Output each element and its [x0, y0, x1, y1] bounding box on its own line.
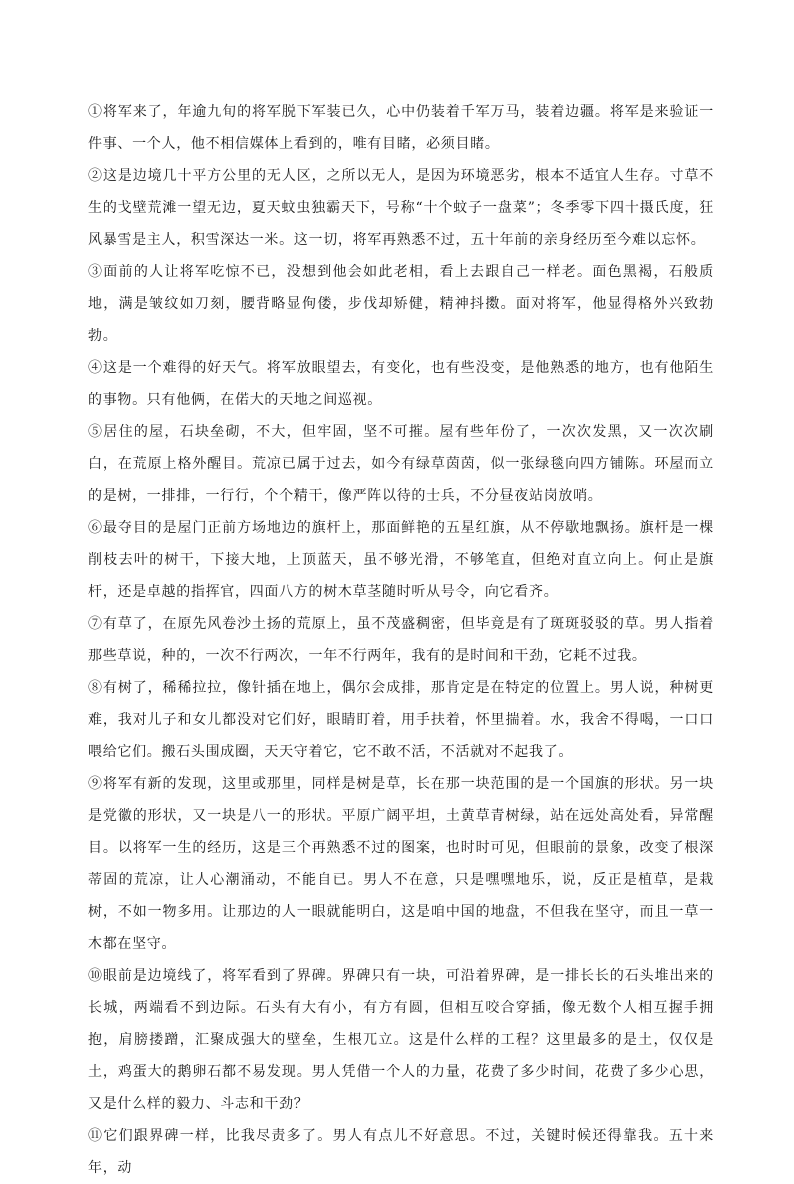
- paragraph-9: [88, 768, 714, 960]
- paragraph-4-text: ④这是一个难得的好天气。将军放眼望去，有变化，也有些没变，是他熟悉的地方，也有他陌生的事物。只有他俩，在偌大的天地之间巡视。: [88, 360, 714, 408]
- paragraph-8: [88, 672, 714, 768]
- paragraph-11-text: ⑪它们跟界碑一样，比我尽责多了。男人有点儿不好意思。不过，关键时候还得靠我。五十来年，动: [88, 1128, 714, 1176]
- paragraph-10: [88, 960, 714, 1120]
- paragraph-3: [88, 256, 714, 352]
- paragraph-4: [88, 352, 714, 416]
- paragraph-6: [88, 512, 714, 608]
- paragraph-8-text: ⑧有树了，稀稀拉拉，像针插在地上，偶尔会成排，那肯定是在特定的位置上。男人说，种树更难，我对儿子和女儿都没对它们好，眼睛盯着，用手扶着，怀里揣着。水，我舍不得喝，一口口喂给它们。搬石头围成圈，天天守着它，它不敢不活，不活就对不起我了。: [88, 680, 714, 760]
- article-body: [88, 96, 714, 1184]
- paragraph-7-text: ⑦有草了，在原先风卷沙土扬的荒原上，虽不茂盛稠密，但毕竟是有了斑斑驳驳的草。男人指着那些草说，种的，一次不行两次，一年不行两年，我有的是时间和干劲，它耗不过我。: [88, 616, 714, 664]
- paragraph-1: [88, 96, 714, 160]
- paragraph-1-text: ①将军来了，年逾九旬的将军脱下军装已久，心中仍装着千军万马，装着边疆。将军是来验证一件事、一个人，他不相信媒体上看到的，唯有目睹，必须目睹。: [88, 104, 714, 152]
- paragraph-11: [88, 1120, 714, 1184]
- paragraph-5: [88, 416, 714, 512]
- paragraph-2-text: ②这是边境几十平方公里的无人区，之所以无人，是因为环境恶劣，根本不适宜人生存。寸草不生的戈壁荒滩一望无边，夏天蚊虫独霸天下，号称“十个蚊子一盘菜”；冬季零下四十摄氏度，狂风暴雪是主人，积雪深达一米。这一切，将军再熟悉不过，五十年前的亲身经历至今难以忘怀。: [88, 168, 714, 248]
- paragraph-9-text: ⑨将军有新的发现，这里或那里，同样是树是草，长在那一块范围的是一个国旗的形状。另一块是党徽的形状，又一块是八一的形状。平原广阔平坦，土黄草青树绿，站在远处高处看，异常醒目。以将军一生的经历，这是三个再熟悉不过的图案，也时时可见，但眼前的景象，改变了根深蒂固的荒凉，让人心潮涌动，不能自已。男人不在意，只是嘿嘿地乐，说，反正是植草，是栽树，不如一物多用。让那边的人一眼就能明白，这是咱中国的地盘，不但我在坚守，而且一草一木都在坚守。: [88, 776, 714, 952]
- paragraph-6-text: ⑥最夺目的是屋门正前方场地边的旗杆上，那面鲜艳的五星红旗，从不停歇地飘扬。旗杆是一棵削枝去叶的树干，下接大地，上顶蓝天，虽不够光滑，不够笔直，但绝对直立向上。何止是旗杆，还是卓越的指挥官，四面八方的树木草茎随时听从号令，向它看齐。: [88, 520, 714, 600]
- paragraph-10-text: ⑩眼前是边境线了，将军看到了界碑。界碑只有一块，可沿着界碑，是一排长长的石头堆出来的长城，两端看不到边际。石头有大有小，有方有圆，但相互咬合穿插，像无数个人相互握手拥抱，肩膀搂蹭，汇聚成强大的壁垒，生根兀立。这是什么样的工程？这里最多的是土，仅仅是土，鸡蛋大的鹅卵石都不易发现。男人凭借一个人的力量，花费了多少时间，花费了多少心思，又是什么样的毅力、斗志和干劲？: [88, 968, 714, 1112]
- paragraph-5-text: ⑤居住的屋，石块垒砌，不大，但牢固，坚不可摧。屋有些年份了，一次次发黑，又一次次刷白，在荒原上格外醒目。荒凉已属于过去，如今有绿草茵茵，似一张绿毯向四方铺陈。环屋而立的是树，一排排，一行行，个个精干，像严阵以待的士兵，不分昼夜站岗放哨。: [88, 424, 714, 504]
- paragraph-3-text: ③面前的人让将军吃惊不已，没想到他会如此老相，看上去跟自己一样老。面色黑褐，石般质地，满是皱纹如刀刻，腰背略显佝偻，步伐却矫健，精神抖擞。面对将军，他显得格外兴致勃勃。: [88, 264, 714, 344]
- paragraph-2: [88, 160, 714, 256]
- paragraph-7: [88, 608, 714, 672]
